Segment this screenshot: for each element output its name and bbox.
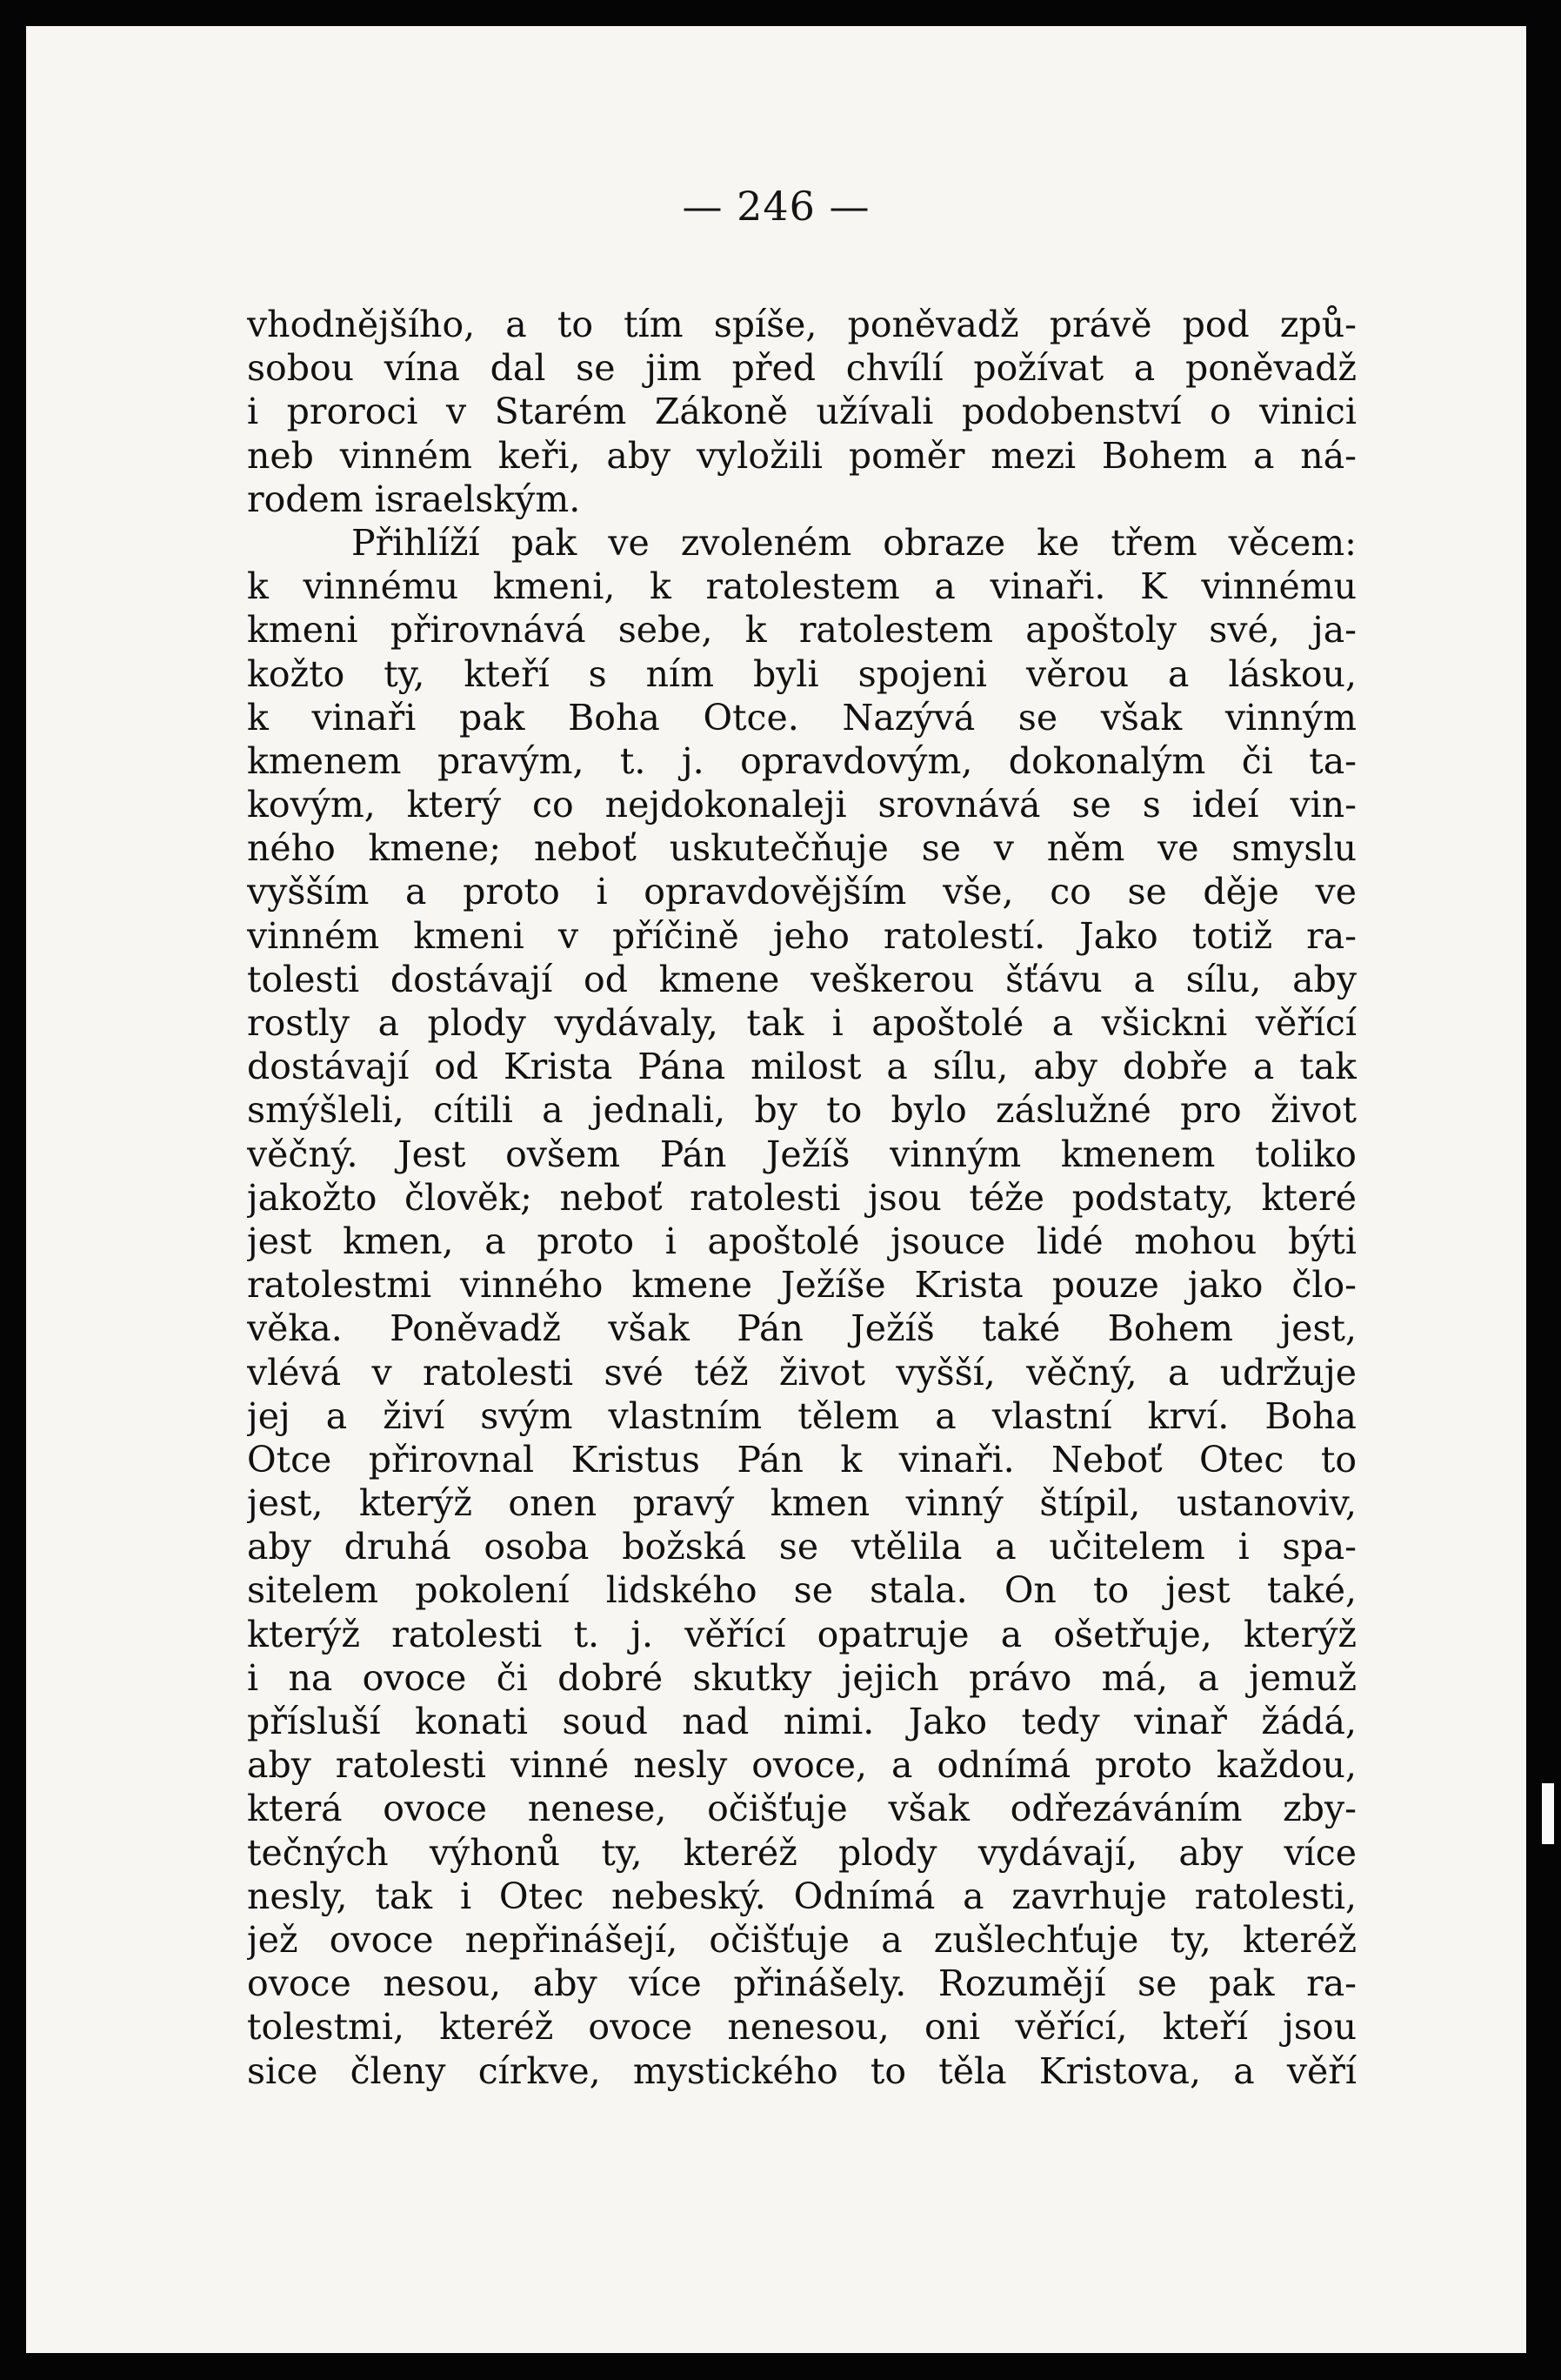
text-line: věčný. Jest ovšem Pán Ježíš vinným kmenem toliko — [247, 1133, 1357, 1175]
text-line: kovým, který co nejdokonaleji srovnává se s ideí vin- — [247, 784, 1357, 826]
text-line: Otce přirovnal Kristus Pán k vinaři. Neboť Otec to — [247, 1438, 1357, 1481]
text-line: i na ovoce či dobré skutky jejich právo má, a jemuž — [247, 1656, 1357, 1699]
text-line: kmenem pravým, t. j. opravdovým, dokonalým či ta- — [247, 739, 1357, 782]
text-line: dostávají od Krista Pána milost a sílu, aby dobře a tak — [247, 1046, 1357, 1088]
text-line: kterýž ratolesti t. j. věřící opatruje a ošetřuje, kterýž — [247, 1613, 1357, 1655]
text-line: přísluší konati soud nad nimi. Jako tedy vinař žádá, — [247, 1701, 1357, 1742]
text-line: věka. Poněvadž však Pán Ježíš také Bohem jest, — [247, 1307, 1357, 1350]
text-line: smýšleli, cítili a jednali, by to bylo záslužné pro život — [247, 1089, 1357, 1132]
text-line: ovoce nesou, aby více přinášely. Rozumějí se pak ra- — [247, 1962, 1357, 2005]
text-line: kmeni přirovnává sebe, k ratolestem apoštoly své, ja- — [247, 609, 1357, 652]
text-line: jej a živí svým vlastním tělem a vlastní krví. Boha — [247, 1394, 1357, 1437]
text-line: sitelem pokolení lidského se stala. On to jest také, — [247, 1569, 1357, 1612]
text-line: vyšším a proto i opravdovějším vše, co se děje ve — [247, 871, 1357, 913]
text-line: ratolestmi vinného kmene Ježíše Krista pouze jako člo- — [247, 1264, 1357, 1307]
text-line: neb vinném keři, aby vyložili poměr mezi Bohem a ná- — [247, 434, 1357, 477]
scan-edge-mark — [1542, 1783, 1554, 1844]
text-line: jež ovoce nepřinášejí, očišťuje a zušlechťuje ty, kteréž — [247, 1918, 1357, 1961]
text-line: Přihlíží pak ve zvoleném obraze ke třem věcem: — [351, 521, 1357, 564]
text-line: tečných výhonů ty, kteréž plody vydávají, aby více — [247, 1831, 1357, 1874]
text-line: rodem israelským. — [247, 478, 581, 520]
text-line: kožto ty, kteří s ním byli spojeni věrou a láskou, — [247, 652, 1357, 695]
text-line: vhodnějšího, a to tím spíše, poněvadž právě pod způ- — [247, 304, 1357, 345]
page-number: — 246 — — [682, 183, 871, 230]
text-line: která ovoce nenese, očišťuje však odřezáváním zby- — [247, 1788, 1357, 1830]
text-line: jest, kterýž onen pravý kmen vinný štípil, ustanoviv, — [247, 1482, 1357, 1525]
text-line: aby ratolesti vinné nesly ovoce, a odnímá proto každou, — [247, 1744, 1357, 1787]
text-line: ného kmene; neboť uskutečňuje se v něm ve smyslu — [247, 827, 1357, 870]
text-line: aby druhá osoba božská se vtělila a učitelem i spa- — [247, 1526, 1357, 1568]
text-line: k vinnému kmeni, k ratolestem a vinaři. K vinnému — [247, 565, 1357, 608]
body-text — [247, 303, 1357, 2093]
book-page — [26, 26, 1526, 2353]
text-line: tolestmi, kteréž ovoce nenesou, oni věřící, kteří jsou — [247, 2006, 1357, 2049]
text-line: nesly, tak i Otec nebeský. Odnímá a zavrhuje ratolesti, — [247, 1875, 1357, 1917]
text-line: vlévá v ratolesti své též život vyšší, věčný, a udržuje — [247, 1351, 1357, 1394]
text-line: k vinaři pak Boha Otce. Nazývá se však vinným — [247, 696, 1357, 739]
text-line: tolesti dostávají od kmene veškerou šťávu a sílu, aby — [247, 958, 1357, 1000]
text-line: jakožto člověk; neboť ratolesti jsou téže podstaty, které — [247, 1176, 1357, 1219]
text-line: sice členy církve, mystického to těla Kristova, a věří — [247, 2049, 1357, 2092]
text-line: jest kmen, a proto i apoštolé jsouce lidé mohou býti — [247, 1220, 1357, 1262]
text-line: vinném kmeni v příčině jeho ratolestí. Jako totiž ra- — [247, 914, 1357, 957]
text-line: i proroci v Starém Zákoně užívali podobenství o vinici — [247, 391, 1357, 433]
text-line: sobou vína dal se jim před chvílí požívat a poněvadž — [247, 347, 1357, 390]
text-line: rostly a plody vydávaly, tak i apoštolé a všickni věřící — [247, 1002, 1357, 1044]
